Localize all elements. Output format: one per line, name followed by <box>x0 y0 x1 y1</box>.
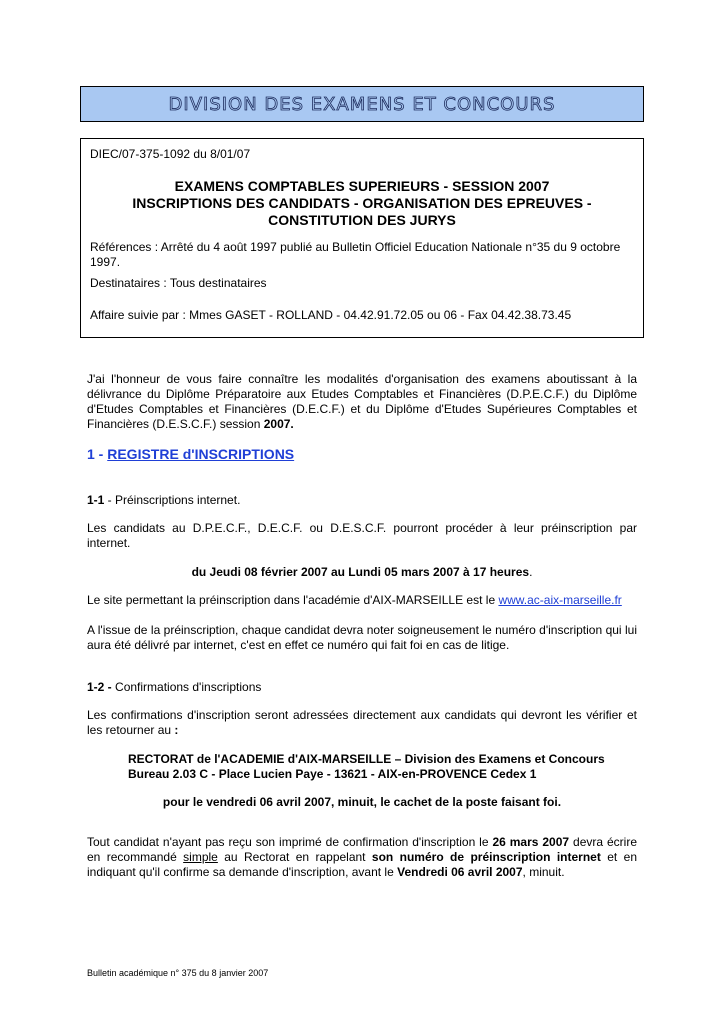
confirmation-text: Les confirmations d'inscription seront adressées directement aux candidats qui devront les vérifier et les retourner au <box>87 708 637 737</box>
subsection-1-1-text: - Préinscriptions internet. <box>104 493 241 507</box>
final-text-3: au Rectorat en rappelant <box>217 850 372 864</box>
division-banner <box>80 86 644 122</box>
contact-text: Affaire suivie par : Mmes GASET - ROLLAND - 04.42.91.72.05 ou 06 - Fax 04.42.38.73.45 <box>90 308 572 322</box>
site-paragraph <box>87 593 622 608</box>
page-footer: Bulletin académique n° 375 du 8 janvier 2007 <box>87 968 269 978</box>
reference-number: DIEC/07-375-1092 du 8/01/07 <box>90 147 251 161</box>
recipients-text: Destinataires : Tous destinataires <box>90 276 267 290</box>
confirmation-paragraph <box>87 708 637 738</box>
preinscription-paragraph: Les candidats au D.P.E.C.F., D.E.C.F. ou D.E.S.C.F. pourront procéder à leur préinscription par internet. <box>87 521 637 550</box>
preinscription-dates <box>0 565 724 580</box>
intro-text: J'ai l'honneur de vous faire connaître les modalités d'organisation des examens aboutissant à la délivrance du Diplôme Préparatoire aux Etudes Comptables et Financières (D.P.E.C.F.) du Diplôme d'Etudes Comptables et Financières (D.E.C.F.) et du Diplôme d'Etudes Supérieures Comptables et Financières (D.E.S.C.F.) session <box>87 372 637 431</box>
subsection-1-1-label: 1-1 <box>87 493 105 507</box>
final-paragraph <box>87 835 637 880</box>
section-1-label: REGISTRE d'INSCRIPTIONS <box>107 446 295 462</box>
heading-line-1: EXAMENS COMPTABLES SUPERIEURS - SESSION 2007 <box>174 178 550 194</box>
final-text-2: devra écrire en recommandé <box>87 835 637 864</box>
final-date-1: 26 mars 2007 <box>492 835 570 849</box>
banner-title: DIVISION DES EXAMENS ET CONCOURS <box>168 93 556 115</box>
site-text: Le site permettant la préinscription dans l'académie d'AIX-MARSEILLE est le <box>87 593 499 607</box>
address-line-1: RECTORAT de l'ACADEMIE d'AIX-MARSEILLE – Division des Examens et Concours <box>128 752 605 766</box>
heading-line-2: INSCRIPTIONS DES CANDIDATS - ORGANISATION DES EPREUVES - <box>132 195 592 211</box>
final-preinscription-number: son numéro de préinscription internet <box>371 850 601 864</box>
preinscription-dates-end: . <box>529 565 533 579</box>
final-text-4: et en indiquant qu'il confirme sa demande d'inscription, avant le <box>87 850 638 879</box>
preinscription-dates-text: du Jeudi 08 février 2007 au Lundi 05 mars 2007 à 17 heures <box>191 565 530 579</box>
final-text-1: Tout candidat n'ayant pas reçu son imprimé de confirmation d'inscription le <box>87 835 493 849</box>
final-text-5: , minuit. <box>522 865 565 879</box>
deadline-text: pour le vendredi 06 avril 2007, minuit, le cachet de la poste faisant foi. <box>162 795 562 809</box>
intro-paragraph <box>87 372 637 432</box>
confirmation-colon: : <box>174 723 179 737</box>
site-link[interactable]: www.ac-aix-marseille.fr <box>498 593 622 607</box>
heading-line-3: CONSTITUTION DES JURYS <box>268 212 456 228</box>
references-text: Références : Arrêté du 4 août 1997 publié au Bulletin Officiel Education Nationale n°35 du 9 octobre 1997. <box>90 240 621 269</box>
document-heading <box>81 178 643 229</box>
rectorat-address <box>128 752 605 782</box>
subsection-1-2-text: Confirmations d'inscriptions <box>111 680 262 694</box>
section-1-number: 1 - <box>87 446 108 462</box>
reference-box <box>80 138 644 338</box>
section-1-title <box>87 447 294 462</box>
subsection-1-2-title <box>87 680 261 695</box>
intro-session: 2007. <box>263 417 294 431</box>
address-line-2: Bureau 2.03 C - Place Lucien Paye - 13621 - AIX-en-PROVENCE Cedex 1 <box>128 767 537 781</box>
final-simple: simple <box>183 850 218 864</box>
issue-paragraph: A l'issue de la préinscription, chaque candidat devra noter soigneusement le numéro d'inscription qui lui aura été délivré par internet, c'est en effet ce numéro qui fait foi en cas de litige. <box>87 623 637 652</box>
subsection-1-1-title <box>87 493 240 508</box>
subsection-1-2-label: 1-2 - <box>87 680 112 694</box>
final-date-2: Vendredi 06 avril 2007 <box>397 865 523 879</box>
